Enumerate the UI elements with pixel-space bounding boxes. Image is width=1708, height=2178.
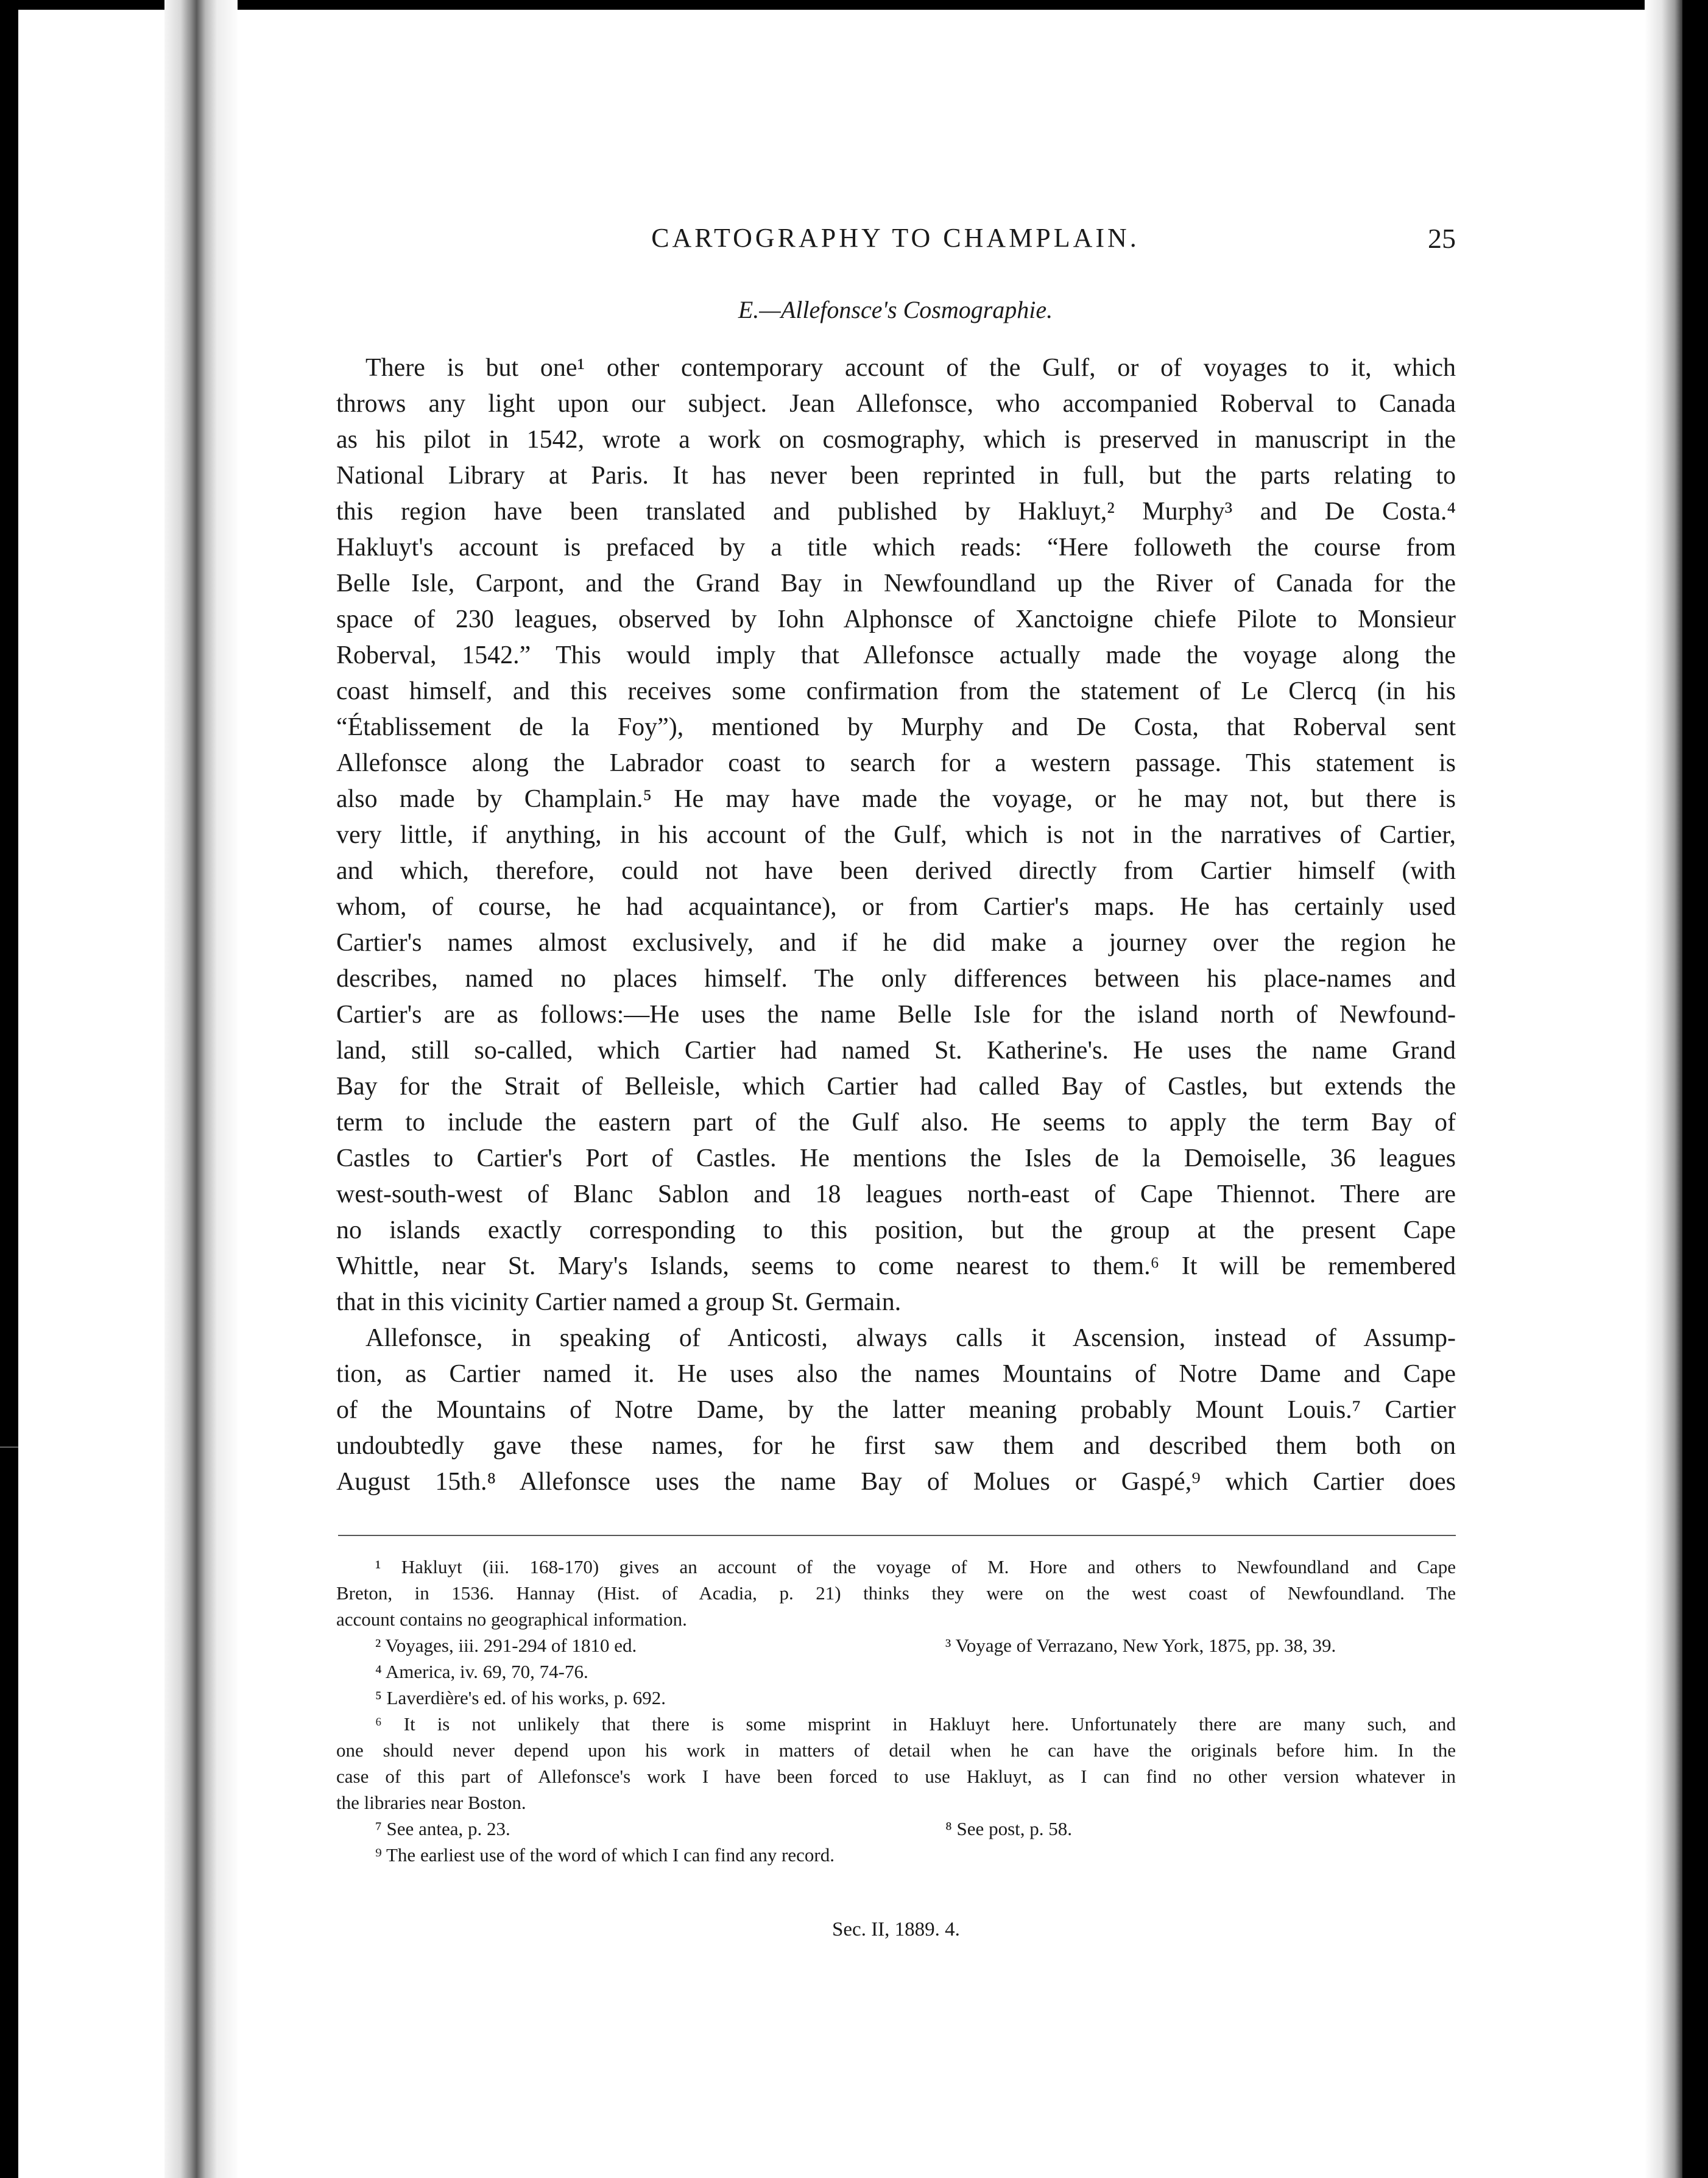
footnote-line: ³ Voyage of Verrazano, New York, 1875, pp. 38, 39. (945, 1635, 1336, 1656)
footnote-rule (338, 1535, 1456, 1536)
footnote-line: Breton, in 1536. Hannay (Hist. of Acadia, p. 21) thinks they were on the west coast of Newfoundland. The (336, 1582, 1456, 1604)
text-line: National Library at Paris. It has never been reprinted in full, but the parts relating to (336, 462, 1456, 490)
scan-border-top (0, 0, 1708, 10)
footnote-line: ⁶ It is not unlikely that there is some misprint in Hakluyt here. Unfortunately there are many such, and (375, 1713, 1456, 1735)
text-line: undoubtedly gave these names, for he first saw them and described them both on (336, 1432, 1456, 1460)
text-line: Bay for the Strait of Belleisle, which Cartier had called Bay of Castles, but extends the (336, 1073, 1456, 1101)
text-line: Belle Isle, Carpont, and the Grand Bay in Newfoundland up the River of Canada for the (336, 569, 1456, 597)
page-number: 25 (1428, 223, 1456, 254)
text-line: as his pilot in 1542, wrote a work on cosmography, which is preserved in manuscript in the (336, 426, 1456, 454)
text-line: August 15th.⁸ Allefonsce uses the name Bay of Molues or Gaspé,⁹ which Cartier does (336, 1468, 1456, 1496)
text-line: and which, therefore, could not have been derived directly from Cartier himself (with (336, 857, 1456, 885)
page-edge-shadow (1645, 0, 1682, 2178)
text-line: whom, of course, he had acquaintance), or from Cartier's maps. He has certainly used (336, 893, 1456, 921)
text-line: Allefonsce, in speaking of Anticosti, always calls it Ascension, instead of Assump- (365, 1324, 1456, 1352)
footnote-line: ¹ Hakluyt (iii. 168-170) gives an account of the voyage of M. Hore and others to Newfoundland and Cape (375, 1556, 1456, 1577)
facing-rule (0, 1447, 18, 1448)
text-line: very little, if anything, in his account of the Gulf, which is not in the narratives of Cartier, (336, 821, 1456, 849)
text-line: no islands exactly corresponding to this position, but the group at the present Cape (336, 1216, 1456, 1244)
text-line: west-south-west of Blanc Sablon and 18 leagues north-east of Cape Thiennot. There are (336, 1180, 1456, 1208)
footnote-line: ⁷ See antea, p. 23. (375, 1818, 510, 1839)
text-line: space of 230 leagues, observed by Iohn Alphonsce of Xanctoigne chiefe Pilote to Monsieur (336, 605, 1456, 633)
footnote-line: ⁴ America, iv. 69, 70, 74-76. (375, 1661, 588, 1682)
footnote-line: ⁸ See post, p. 58. (945, 1818, 1072, 1839)
text-line: “Établissement de la Foy”), mentioned by Murphy and De Costa, that Roberval sent (336, 713, 1456, 741)
footnote-line: ⁵ Laverdière's ed. of his works, p. 692. (375, 1687, 666, 1708)
text-line: also made by Champlain.⁵ He may have made the voyage, or he may not, but there is (336, 785, 1456, 813)
text-line: Castles to Cartier's Port of Castles. He mentions the Isles de la Demoiselle, 36 leagues (336, 1144, 1456, 1172)
text-line: Allefonsce along the Labrador coast to search for a western passage. This statement is (336, 749, 1456, 777)
text-line: Cartier's names almost exclusively, and if he did make a journey over the region he (336, 929, 1456, 957)
signature-mark: Sec. II, 1889. 4. (832, 1919, 960, 1940)
footnote-line: one should never depend upon his work in matters of detail when he can have the originals before him. In the (336, 1739, 1456, 1761)
text-line: term to include the eastern part of the Gulf also. He seems to apply the term Bay of (336, 1108, 1456, 1137)
scan-border-right (1682, 0, 1708, 2178)
running-head: CARTOGRAPHY TO CHAMPLAIN. (651, 223, 1140, 253)
text-line: There is but one¹ other contemporary account of the Gulf, or of voyages to it, which (365, 354, 1456, 382)
footnote-line: account contains no geographical information. (336, 1609, 687, 1630)
text-line: Roberval, 1542.” This would imply that Allefonsce actually made the voyage along the (336, 641, 1456, 669)
text-line: tion, as Cartier named it. He uses also the names Mountains of Notre Dame and Cape (336, 1360, 1456, 1388)
section-heading: E.—Allefonsce's Cosmographie. (738, 296, 1053, 323)
footnote-line: the libraries near Boston. (336, 1792, 526, 1813)
text-line: throws any light upon our subject. Jean Allefonsce, who accompanied Roberval to Canada (336, 390, 1456, 418)
footnote-line: ² Voyages, iii. 291-294 of 1810 ed. (375, 1635, 637, 1656)
text-line: Cartier's are as follows:—He uses the name Belle Isle for the island north of Newfound- (336, 1001, 1456, 1029)
text-line: Whittle, near St. Mary's Islands, seems to come nearest to them.⁶ It will be remembered (336, 1252, 1456, 1280)
text-line: of the Mountains of Notre Dame, by the latter meaning probably Mount Louis.⁷ Cartier (336, 1396, 1456, 1424)
text-line: describes, named no places himself. The only differences between his place-names and (336, 965, 1456, 993)
text-line: Hakluyt's account is prefaced by a title which reads: “Here followeth the course from (336, 534, 1456, 562)
facing-page-fragment (0, 0, 183, 2178)
footnote-line: ⁹ The earliest use of the word of which I can find any record. (375, 1844, 835, 1866)
text-line: that in this vicinity Cartier named a group St. Germain. (336, 1288, 902, 1316)
footnote-line: case of this part of Allefonsce's work I have been forced to use Hakluyt, as I can find no other version whatever in (336, 1766, 1456, 1787)
text-line: coast himself, and this receives some confirmation from the statement of Le Clercq (in his (336, 677, 1456, 705)
text-line: this region have been translated and published by Hakluyt,² Murphy³ and De Costa.⁴ (336, 498, 1456, 526)
text-line: land, still so-called, which Cartier had named St. Katherine's. He uses the name Grand (336, 1037, 1456, 1065)
